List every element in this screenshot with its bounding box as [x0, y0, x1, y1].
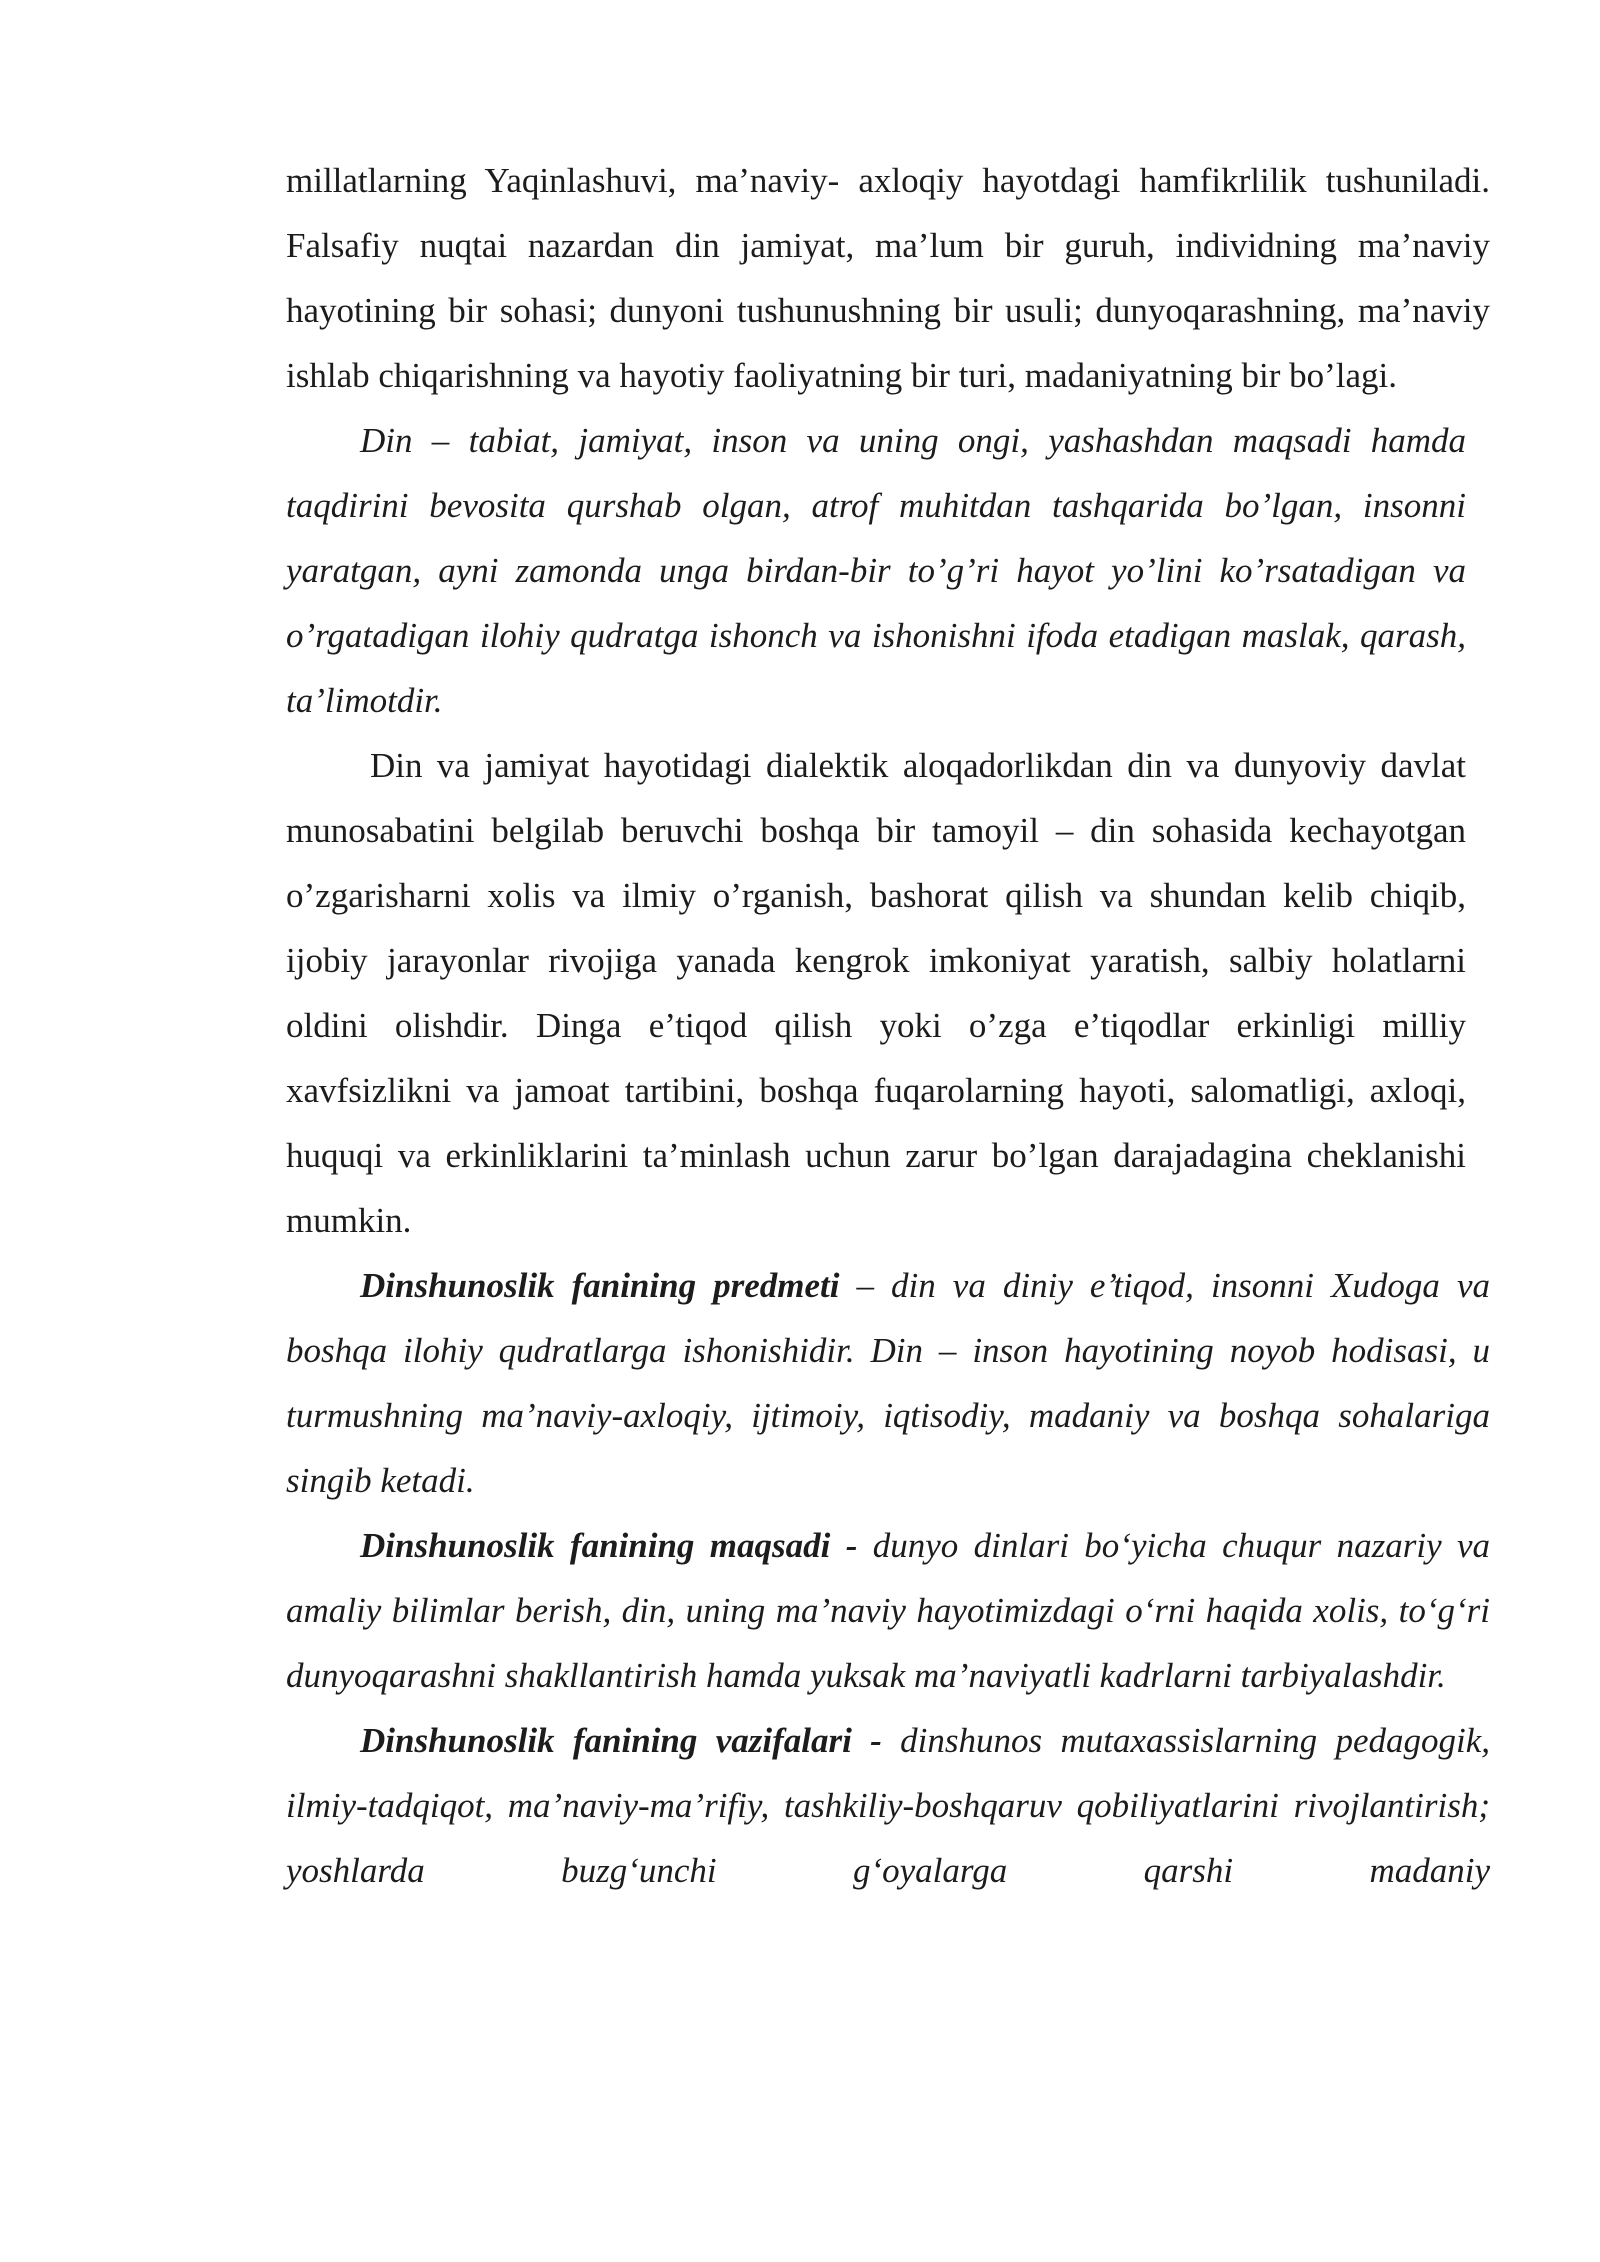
term-predmeti: Dinshunoslik fanining predmeti: [360, 1266, 840, 1305]
term-vazifalari: Dinshunoslik fanining vazifalari: [360, 1721, 852, 1760]
paragraph-text: dunyo dinlari bo‘yicha chuqur nazariy va amaliy bilimlar berish, din, uning ma’naviy hayotimizdagi o‘rni haqida xolis, to‘g‘ri dunyoqarashni shakllantirish hamda yuksak ma’naviyatli kadrlarni tarbiyalashdir.: [286, 1526, 1491, 1695]
paragraph-din-jamiyat: [286, 733, 1466, 1253]
paragraph-text: millatlarning Yaqinlashuvi, ma’naviy- axloqiy hayotdagi hamfikrlilik tushuniladi. Falsafiy nuqtai nazardan din jamiyat, ma’lum bir guruh, individning ma’naviy hayotining bir sohasi; dunyoni tushunushning bir usuli; dunyoqarashning, ma’naviy ishlab chiqarishning va hayotiy faoliyatning bir turi, madaniyatning bir bo’lagi.: [286, 161, 1490, 395]
paragraph-fan-predmeti: [286, 1253, 1490, 1513]
paragraph-text: Din va jamiyat hayotidagi dialektik aloqadorlikdan din va dunyoviy davlat munosabatini belgilab beruvchi boshqa bir tamoyil – din sohasida kechayotgan o’zgarisharni xolis va ilmiy o’rganish, bashorat qilish va shundan kelib chiqib, ijobiy jarayonlar rivojiga yanada kengrok imkoniyat yaratish, salbiy holatlarni oldini olishdir. Dinga e’tiqod qilish yoki o’zga e’tiqodlar erkinligi milliy xavfsizlikni va jamoat tartibini, boshqa fuqarolarning hayoti, salomatligi, axloqi, huquqi va erkinliklarini ta’minlash uchun zarur bo’lgan darajadagina cheklanishi mumkin.: [286, 746, 1466, 1240]
paragraph-text: dinshunos mutaxassislarning pedagogik, ilmiy-tadqiqot, ma’naviy-ma’rifiy, tashkiliy-boshqaruv qobiliyatlarini rivojlantirish; yoshlarda buzg‘unchi g‘oyalarga qarshi madaniy: [286, 1721, 1491, 1890]
paragraph-din-definition: [286, 408, 1466, 733]
term-separator: -: [830, 1526, 873, 1565]
paragraph-continuation: [286, 148, 1490, 408]
paragraph-text: – din va diniy e’tiqod, insonni Xudoga va boshqa ilohiy qudratlarga ishonishidir. Din – inson hayotining noyob hodisasi, u turmushning ma’naviy-axloqiy, ijtimoiy, iqtisodiy, madaniy va boshqa sohalariga singib ketadi.: [286, 1266, 1490, 1500]
paragraph-fan-maqsadi: [286, 1513, 1490, 1708]
term-separator: -: [851, 1721, 901, 1760]
paragraph-fan-vazifalari: [286, 1708, 1490, 1903]
term-maqsadi: Dinshunoslik fanining maqsadi: [360, 1526, 831, 1565]
paragraph-text: Din – tabiat, jamiyat, inson va uning ongi, yashashdan maqsadi hamda taqdirini bevosita qurshab olgan, atrof muhitdan tashqarida bo’lgan, insonni yaratgan, ayni zamonda unga birdan-bir to’g’ri hayot yo’lini ko’rsatadigan va o’rgatadigan ilohiy qudratga ishonch va ishonishni ifoda etadigan maslak, qarash, ta’limotdir.: [286, 421, 1466, 720]
document-body: [286, 148, 1490, 1903]
